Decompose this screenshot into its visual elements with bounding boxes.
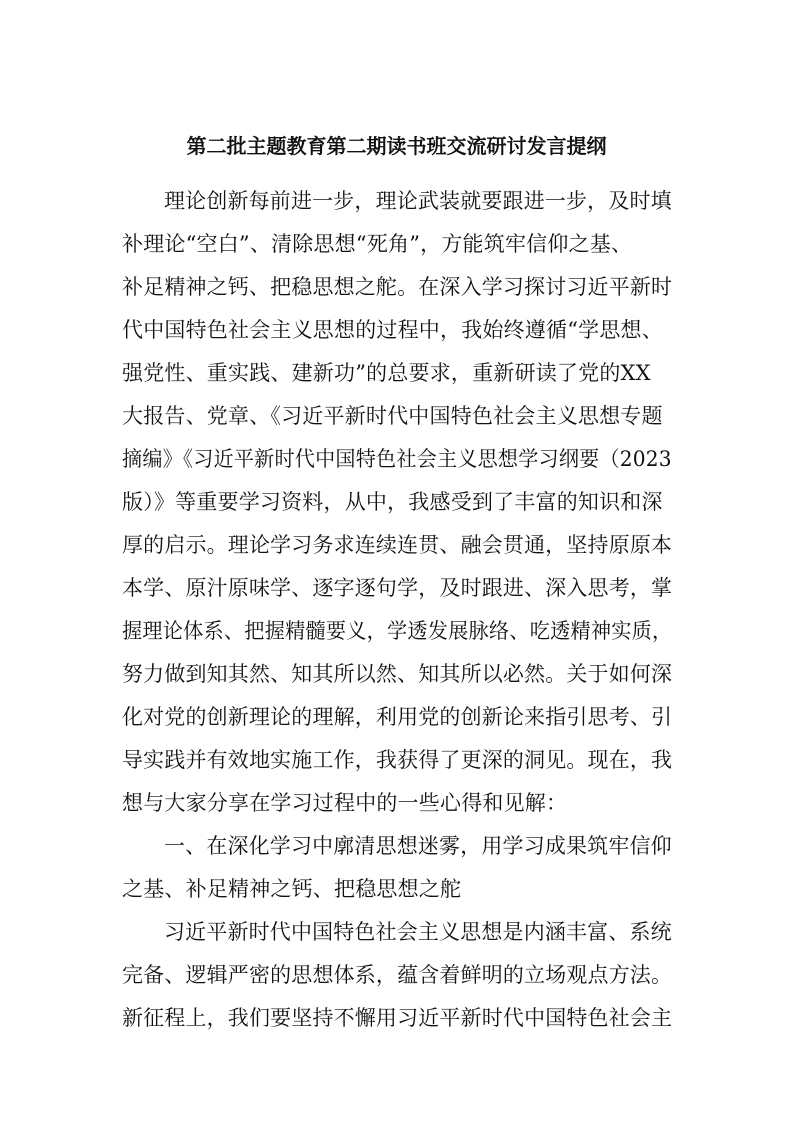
document-title: 第二批主题教育第二期读书班交流研讨发言提纲	[186, 134, 607, 158]
paragraph-line: 完备、逻辑严密的思想体系，蕴含着鲜明的立场观点方法。	[122, 963, 673, 987]
paragraph-line: 想与大家分享在学习过程中的一些心得和见解：	[122, 791, 568, 815]
paragraph-line: 化对党的创新理论的理解，利用党的创新论来指引思考、引	[122, 705, 673, 729]
paragraph-line: 厚的启示。理论学习务求连续连贯、融会贯通，坚持原原本	[122, 533, 673, 557]
paragraph-line: 导实践并有效地实施工作，我获得了更深的洞见。现在，我	[122, 748, 673, 772]
paragraph-line: 理论创新每前进一步，理论武装就要跟进一步，及时填	[164, 189, 672, 213]
paragraph-line: 代中国特色社会主义思想的过程中，我始终遵循“学思想、	[122, 318, 663, 342]
paragraph-line: 习近平新时代中国特色社会主义思想是内涵丰富、系统	[164, 920, 672, 944]
paragraph-line: 努力做到知其然、知其所以然、知其所以必然。关于如何深	[122, 662, 673, 686]
paragraph-line: 强党性、重实践、建新功”的总要求，重新研读了党的XX	[122, 361, 651, 385]
paragraph-line: 摘编》《习近平新时代中国特色社会主义思想学习纲要（2023	[122, 447, 672, 471]
paragraph-line: 补足精神之钙、把稳思想之舵。在深入学习探讨习近平新时	[122, 275, 673, 299]
paragraph-line: 新征程上，我们要坚持不懈用习近平新时代中国特色社会主	[122, 1006, 673, 1030]
section-heading-line: 之基、补足精神之钙、把稳思想之舵	[122, 877, 462, 901]
paragraph-line: 握理论体系、把握精髓要义，学透发展脉络、吃透精神实质，	[122, 619, 673, 643]
paragraph-line: 版）》等重要学习资料，从中，我感受到了丰富的知识和深	[122, 490, 663, 514]
section-heading-line: 一、在深化学习中廓清思想迷雾，用学习成果筑牢信仰	[164, 834, 672, 858]
paragraph-line: 大报告、党章、《习近平新时代中国特色社会主义思想专题	[122, 404, 663, 428]
paragraph-line: 本学、原汁原味学、逐字逐句学，及时跟进、深入思考，掌	[122, 576, 673, 600]
paragraph-line: 补理论“空白”、清除思想“死角”，方能筑牢信仰之基、	[122, 232, 633, 256]
